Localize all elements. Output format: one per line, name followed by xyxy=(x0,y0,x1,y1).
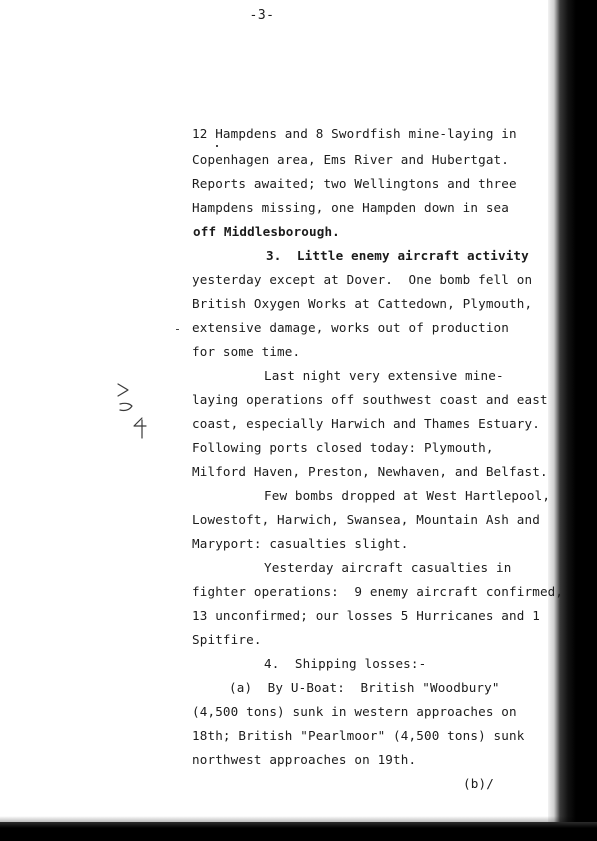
text-line: laying operations off southwest coast and east xyxy=(192,392,548,407)
catchword: (b)/ xyxy=(463,776,494,791)
scan-speck xyxy=(176,329,179,330)
text-line: Following ports closed today: Plymouth, xyxy=(192,440,494,455)
section-heading: 3. Little enemy aircraft activity xyxy=(266,248,529,263)
text-line: (a) By U-Boat: British "Woodbury" xyxy=(229,680,500,695)
text-line: Spitfire. xyxy=(192,632,262,647)
text-line: 13 unconfirmed; our losses 5 Hurricanes and 1 xyxy=(192,608,540,623)
text-line: off Middlesborough. xyxy=(193,224,340,239)
margin-handwriting-mark xyxy=(112,380,152,440)
text-line: yesterday except at Dover. One bomb fell on xyxy=(192,272,533,287)
text-line: Yesterday aircraft casualties in xyxy=(264,560,512,575)
section-heading: 4. Shipping losses:- xyxy=(264,656,427,671)
text-line: Few bombs dropped at West Hartlepool, xyxy=(264,488,551,503)
text-line: Maryport: casualties slight. xyxy=(192,536,409,551)
text-line: fighter operations: 9 enemy aircraft confirmed, xyxy=(192,584,564,599)
scan-speck xyxy=(216,145,218,147)
text-line: Reports awaited; two Wellingtons and three xyxy=(192,176,517,191)
text-line: 18th; British "Pearlmoor" (4,500 tons) sunk xyxy=(192,728,525,743)
text-line: Milford Haven, Preston, Newhaven, and Belfast. xyxy=(192,464,548,479)
scan-edge-bottom xyxy=(0,822,597,841)
text-line: Copenhagen area, Ems River and Hubertgat. xyxy=(192,152,510,167)
text-line: extensive damage, works out of production xyxy=(192,320,510,335)
text-line: British Oxygen Works at Cattedown, Plymouth, xyxy=(192,296,533,311)
scan-edge-right xyxy=(548,0,597,841)
text-line: (4,500 tons) sunk in western approaches on xyxy=(192,704,517,719)
text-line: Last night very extensive mine- xyxy=(264,368,504,383)
text-line: coast, especially Harwich and Thames Estuary. xyxy=(192,416,540,431)
text-line: for some time. xyxy=(192,344,301,359)
text-line: Lowestoft, Harwich, Swansea, Mountain Ash and xyxy=(192,512,540,527)
text-line: northwest approaches on 19th. xyxy=(192,752,417,767)
text-line: 12 Hampdens and 8 Swordfish mine-laying in xyxy=(192,126,517,141)
text-line: Hampdens missing, one Hampden down in sea xyxy=(192,200,510,215)
page-number: -3- xyxy=(249,8,275,23)
